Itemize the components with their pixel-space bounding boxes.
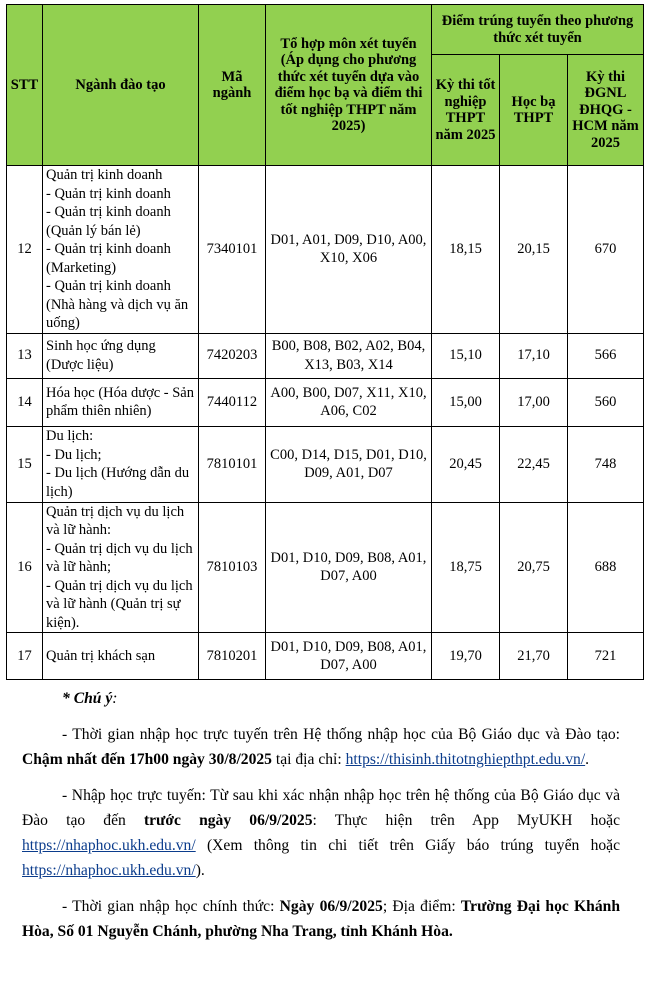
cell-ma: 7810103 <box>199 502 266 633</box>
cell-hocba: 20,75 <box>500 502 568 633</box>
cell-ma: 7810101 <box>199 426 266 502</box>
before-date-text: trước ngày 06/9/2025 <box>143 812 313 829</box>
table-row <box>7 502 644 633</box>
official-date: Ngày 06/9/2025 <box>279 898 383 915</box>
cell-nganh: Du lịch: - Du lịch; - Du lịch (Hướng dẫn du lịch) <box>43 426 199 502</box>
table-row <box>7 166 644 334</box>
cell-tohop: D01, A01, D09, D10, A00, X10, X06 <box>266 166 432 334</box>
cell-dgnl: 721 <box>568 633 644 680</box>
cell-nganh: Sinh học ứng dụng (Dược liệu) <box>43 333 199 378</box>
table-row <box>7 333 644 378</box>
table-row <box>7 378 644 426</box>
cell-dgnl: 688 <box>568 502 644 633</box>
cell-nganh: Quản trị khách sạn <box>43 633 199 680</box>
cell-hocba: 17,10 <box>500 333 568 378</box>
cell-hocba: 22,45 <box>500 426 568 502</box>
cell-thpt: 15,00 <box>432 378 500 426</box>
header-dgnl: Kỳ thi ĐGNL ĐHQG - HCM năm 2025 <box>568 55 644 166</box>
cell-tohop: D01, D10, D09, B08, A01, D07, A00 <box>266 502 432 633</box>
cell-stt: 12 <box>7 166 43 334</box>
cell-hocba: 20,15 <box>500 166 568 334</box>
link-nhaphoc-2[interactable]: https://nhaphoc.ukh.edu.vn/ <box>22 862 196 879</box>
header-thpt: Kỳ thi tốt nghiệp THPT năm 2025 <box>432 55 500 166</box>
header-diem-group: Điểm trúng tuyển theo phương thức xét tuyển <box>432 5 644 55</box>
official-location: Trường Đại học Khánh Hòa, Số 01 Nguyễn Chánh, phường Nha Trang, tỉnh Khánh Hòa. <box>22 898 620 940</box>
cell-dgnl: 560 <box>568 378 644 426</box>
cell-tohop: C00, D14, D15, D01, D10, D09, A01, D07 <box>266 426 432 502</box>
header-stt: STT <box>7 5 43 166</box>
cell-thpt: 18,75 <box>432 502 500 633</box>
cell-stt: 15 <box>7 426 43 502</box>
cell-ma: 7420203 <box>199 333 266 378</box>
cell-thpt: 15,10 <box>432 333 500 378</box>
cell-nganh: Quản trị dịch vụ du lịch và lữ hành: - Quản trị dịch vụ du lịch và lữ hành; - Quản trị dịch vụ du lịch và lữ hành (Quản trị sự kiện). <box>43 502 199 633</box>
cell-ma: 7440112 <box>199 378 266 426</box>
cell-ma: 7810201 <box>199 633 266 680</box>
cell-nganh: Quản trị kinh doanh - Quản trị kinh doanh - Quản trị kinh doanh (Quản lý bán lẻ) - Quản trị kinh doanh (Marketing) - Quản trị kinh doanh (Nhà hàng và dịch vụ ăn uống) <box>43 166 199 334</box>
admission-score-table <box>6 4 644 680</box>
link-thisinh[interactable]: https://thisinh.thitotnghiepthpt.edu.vn/ <box>345 751 586 768</box>
cell-dgnl: 748 <box>568 426 644 502</box>
note-official-enrollment: - Thời gian nhập học chính thức: Ngày 06/9/2025; Địa điểm: Trường Đại học Khánh Hòa, Số 01 Nguyễn Chánh, phường Nha Trang, tỉnh Khánh Hòa. <box>22 898 620 940</box>
header-hocba: Học bạ THPT <box>500 55 568 166</box>
cell-tohop: B00, B08, B02, A02, B04, X13, B03, X14 <box>266 333 432 378</box>
cell-hocba: 21,70 <box>500 633 568 680</box>
cell-stt: 14 <box>7 378 43 426</box>
cell-dgnl: 566 <box>568 333 644 378</box>
cell-hocba: 17,00 <box>500 378 568 426</box>
deadline-text: Chậm nhất đến 17h00 ngày 30/8/2025 <box>22 751 272 768</box>
cell-tohop: D01, D10, D09, B08, A01, D07, A00 <box>266 633 432 680</box>
note-online-enrollment-deadline: - Thời gian nhập học trực tuyến trên Hệ thống nhập học của Bộ Giáo dục và Đào tạo: Chậm nhất đến 17h00 ngày 30/8/2025 tại địa chỉ: https://thisinh.thitotnghiepthpt.edu.vn/. <box>22 726 620 768</box>
cell-stt: 17 <box>7 633 43 680</box>
header-to-hop: Tổ hợp môn xét tuyển (Áp dụng cho phương thức xét tuyển dựa vào điểm học bạ và điểm thi tốt nghiệp THPT năm 2025) <box>266 5 432 166</box>
cell-tohop: A00, B00, D07, X11, X10, A06, C02 <box>266 378 432 426</box>
cell-thpt: 18,15 <box>432 166 500 334</box>
cell-thpt: 20,45 <box>432 426 500 502</box>
cell-ma: 7340101 <box>199 166 266 334</box>
cell-nganh: Hóa học (Hóa dược - Sản phẩm thiên nhiên) <box>43 378 199 426</box>
cell-thpt: 19,70 <box>432 633 500 680</box>
cell-stt: 13 <box>7 333 43 378</box>
cell-dgnl: 670 <box>568 166 644 334</box>
header-ma-nganh: Mã ngành <box>199 5 266 166</box>
table-row <box>7 426 644 502</box>
notes-title: * Chú ý: <box>62 690 118 707</box>
header-nganh: Ngành đào tạo <box>43 5 199 166</box>
cell-stt: 16 <box>7 502 43 633</box>
link-nhaphoc[interactable]: https://nhaphoc.ukh.edu.vn/ <box>22 837 196 854</box>
note-online-enrollment: - Nhập học trực tuyến: Từ sau khi xác nhận nhập học trên hệ thống của Bộ Giáo dục và Đào tạo đến trước ngày 06/9/2025: Thực hiện trên App MyUKH hoặc https://nhaphoc.ukh.edu.vn/ (Xem thông tin chi tiết trên Giấy báo trúng tuyển hoặc https://nhaphoc.ukh.edu.vn/). <box>22 787 620 879</box>
notes-section <box>22 686 620 955</box>
table-row <box>7 633 644 680</box>
